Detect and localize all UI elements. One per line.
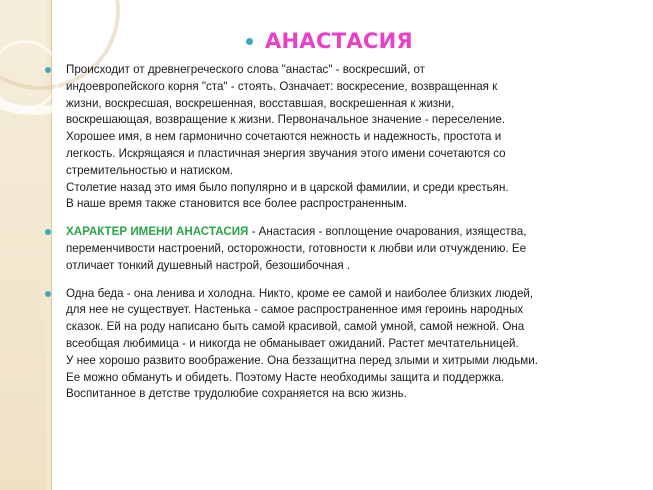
bullet-icon — [45, 67, 51, 73]
text-line: Воспитанное в детстве трудолюбие сохраняется на всю жизнь. — [66, 387, 407, 401]
content-body — [45, 62, 615, 414]
character-heading: ХАРАКТЕР ИМЕНИ АНАСТАСИЯ — [66, 225, 249, 239]
title-row — [246, 26, 413, 56]
text-line: Ее можно обмануть и обидеть. Поэтому Насте необходимы защита и поддержка. — [66, 370, 505, 384]
paragraph-character — [45, 224, 615, 274]
text-line: У нее хорошо развито воображение. Она беззащитна перед злыми и хитрыми людьми. — [66, 353, 538, 367]
text-line: Столетие назад это имя было популярно и в царской фамилии, и среди крестьян. — [66, 180, 509, 194]
text-line: стремительностью и натиском. — [66, 163, 234, 177]
text-line: индоевропейского корня "ста" - стоять. Означает: воскресение, возвращенная к — [66, 79, 498, 93]
text-line: Одна беда - она ленива и холодна. Никто, кроме ее самой и наиболее близких людей, — [66, 286, 534, 300]
text-line: Происходит от древнегреческого слова "анастас" - воскресший, от — [66, 63, 425, 76]
text-line: переменчивости настроений, осторожности, готовности к любви или отчуждению. Ее — [66, 241, 527, 255]
paragraph-description — [45, 286, 615, 404]
text-line: для нее не существует. Настенька - самое распространенное имя героинь народных — [66, 303, 524, 317]
text-fragment: - Анастасия - воплощение очарования, изящества, — [248, 225, 527, 239]
text-line: воскрешающая, возвращение к жизни. Первоначальное значение - переселение. — [66, 113, 506, 127]
text-line: Хорошее имя, в нем гармонично сочетаются нежность и надежность, простота и — [66, 130, 502, 144]
text-line: В наше время также становится все более распространенным. — [66, 197, 408, 211]
text-line: отличает тонкий душевный настрой, безошибочная . — [66, 258, 351, 272]
bullet-icon — [45, 229, 51, 235]
bullet-icon — [246, 38, 253, 45]
text-line: всеобщая любимица - и никогда не обманывает ожиданий. Растет мечтательницей. — [66, 336, 519, 350]
slide-title: АНАСТАСИЯ — [265, 29, 413, 53]
text-line: жизни, воскресшая, воскрешенная, восставшая, воскрешенная к жизни, — [66, 96, 455, 110]
text-line: сказок. Ей на роду написано быть самой красивой, самой умной, самой нежной. Она — [66, 320, 525, 334]
text-line: легкость. Искрящаяся и пластичная энергия звучания этого имени сочетаются со — [66, 146, 506, 160]
text-line — [66, 224, 615, 241]
paragraph-origin — [45, 62, 615, 213]
bullet-icon — [45, 291, 51, 297]
